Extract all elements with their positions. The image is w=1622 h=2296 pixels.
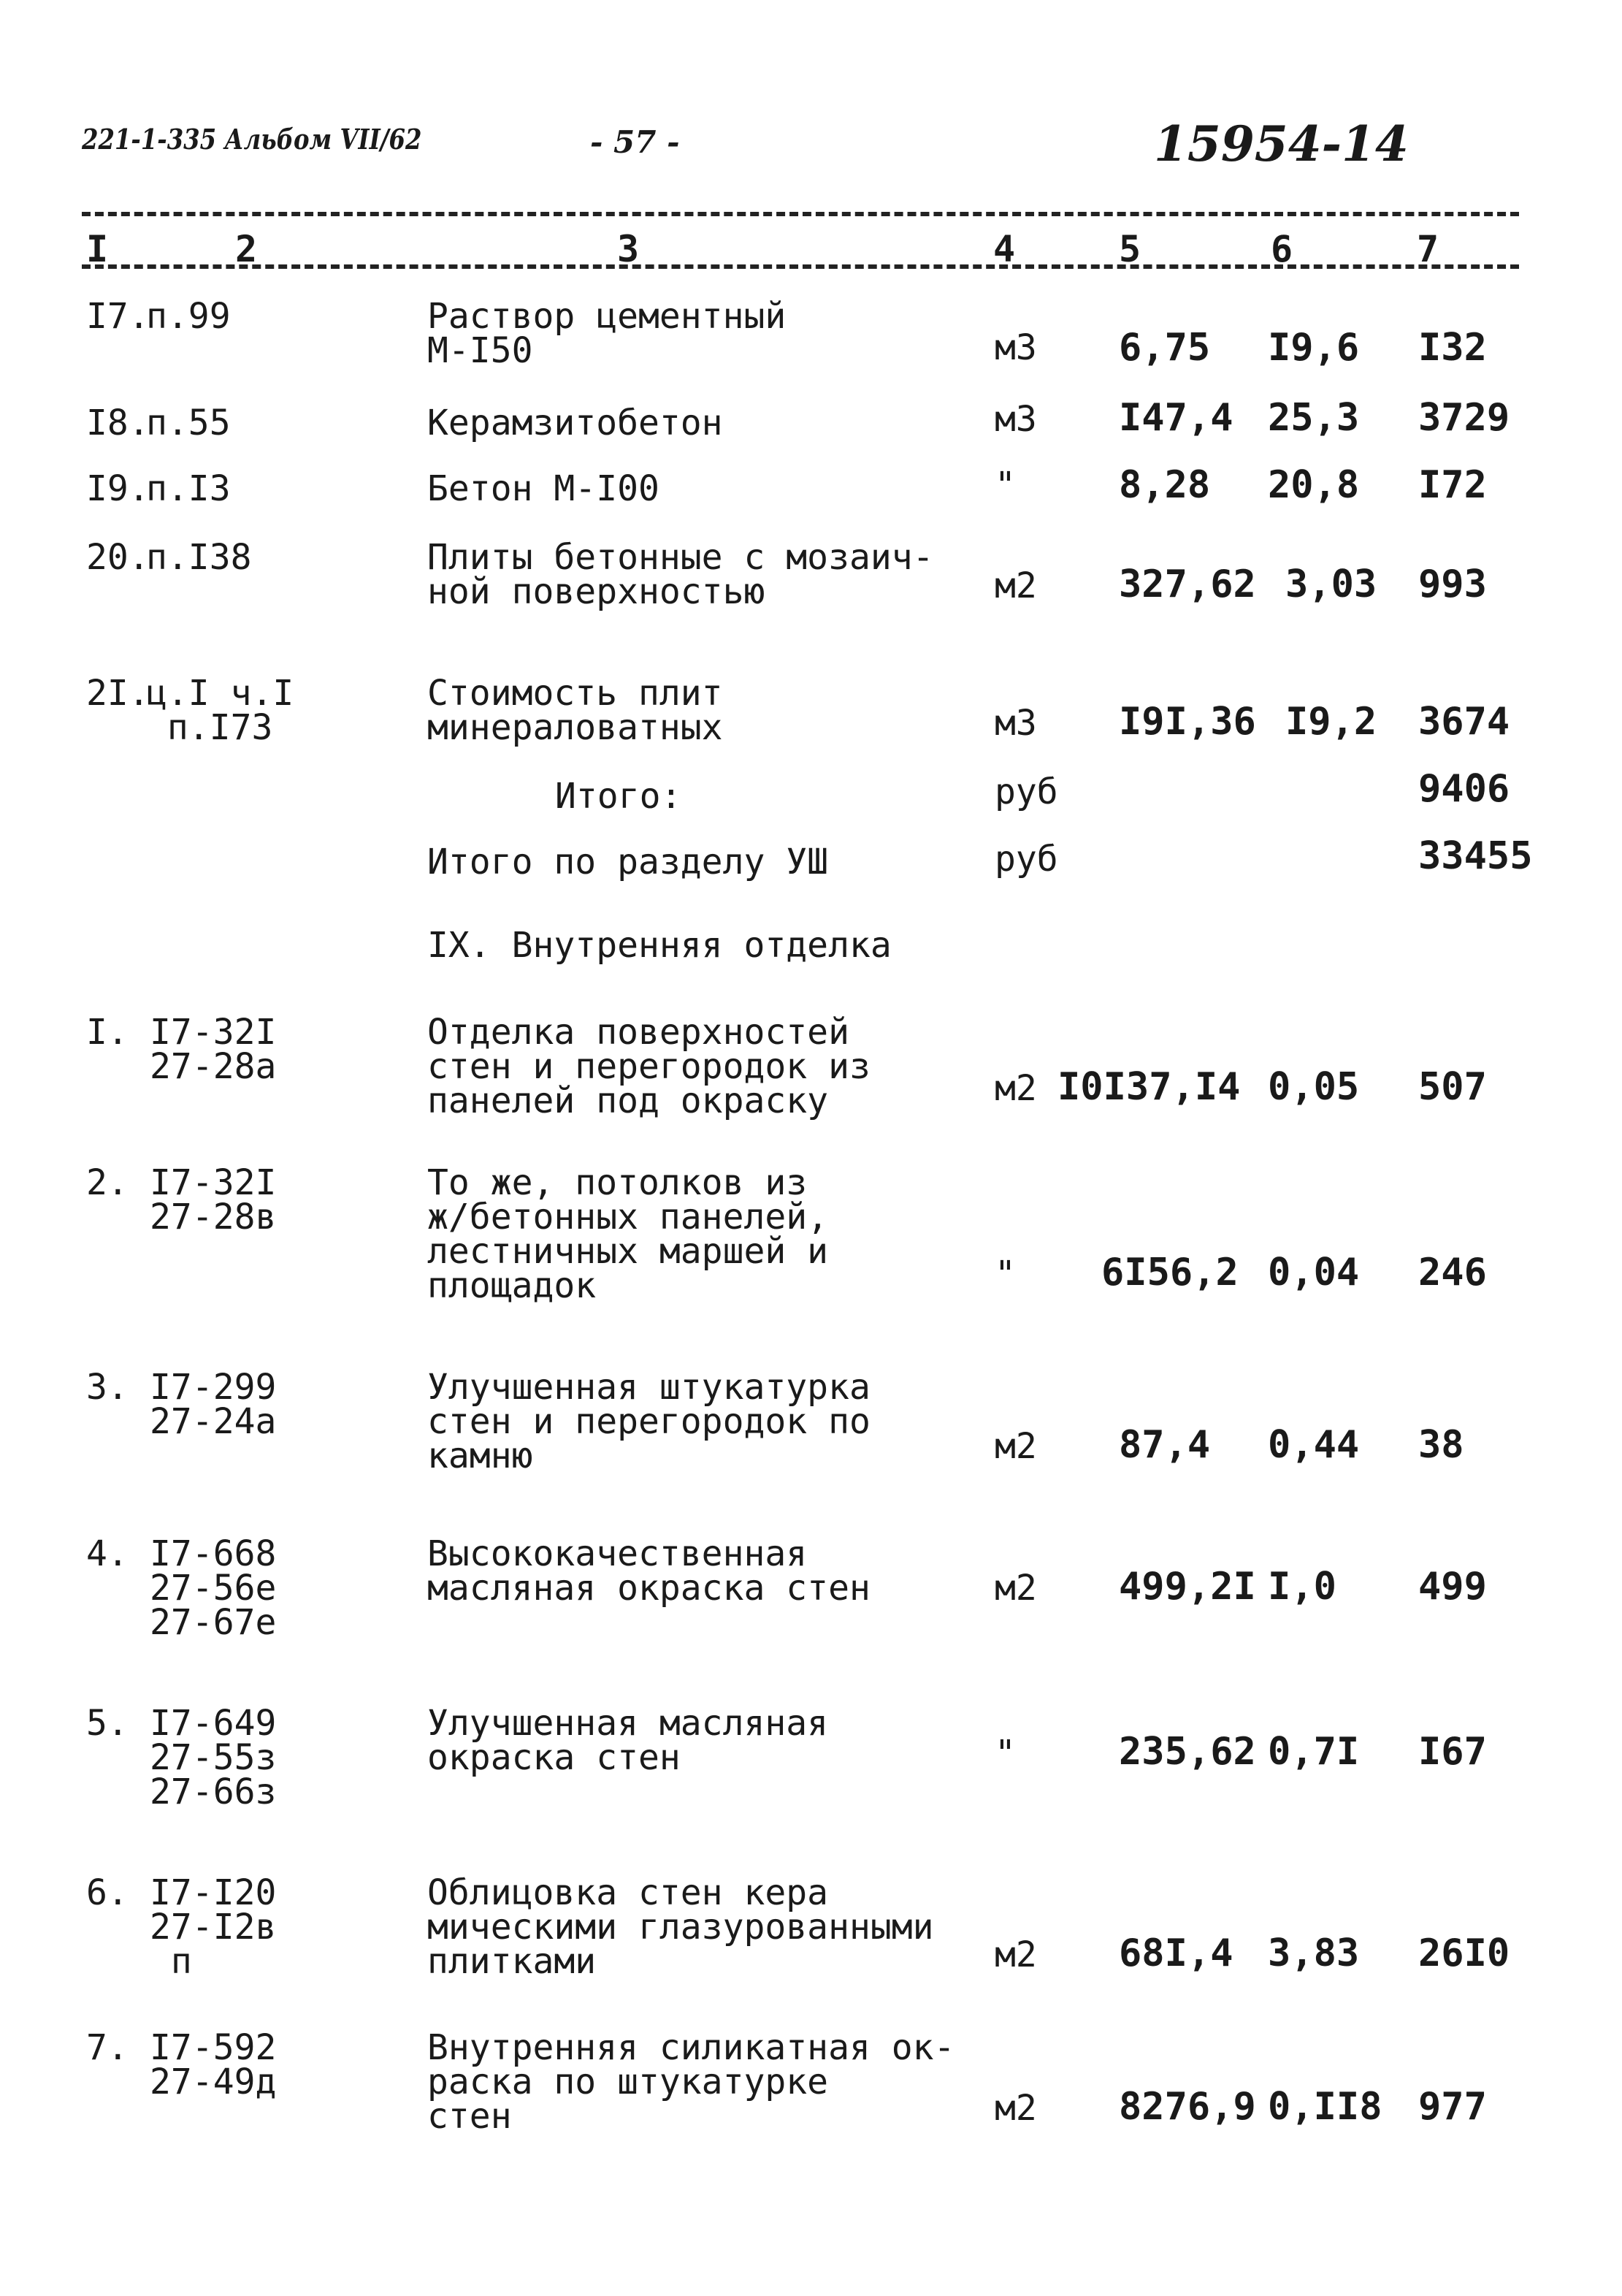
section-heading: IX. Внутренняя отделка <box>427 925 892 966</box>
item-number: 6. <box>86 1872 129 1913</box>
item-quantity: 327,62 <box>1119 562 1256 606</box>
section-total-label: Итого по разделу УШ <box>427 842 829 882</box>
page-number: - 57 - <box>590 124 680 160</box>
item-code: п.99 <box>146 296 231 337</box>
item-number: I7. <box>86 296 150 337</box>
item-unit: м2 <box>995 2088 1037 2129</box>
section-total-cost: 33455 <box>1418 834 1533 878</box>
item-description: То же, потолков из ж/бетонных панелей, лестничных маршей и площадок <box>427 1162 829 1306</box>
item-description: Стоимость плит минераловатных <box>427 673 723 748</box>
item-code: п.I38 <box>146 537 252 578</box>
item-cost: 246 <box>1418 1251 1487 1294</box>
item-code: I7-299 27-24а <box>150 1367 277 1442</box>
item-description: Керамзитобетон <box>427 403 723 443</box>
header-top-rule <box>82 212 1519 216</box>
item-cost: 38 <box>1418 1423 1464 1467</box>
item-number: I. <box>86 1012 129 1053</box>
subtotal-label: Итого: <box>555 776 682 817</box>
item-description: Плиты бетонные с мозаич- ной поверхностью <box>427 537 934 612</box>
column-header-6: 6 <box>1271 228 1293 270</box>
item-unit: " <box>995 465 1016 506</box>
item-unit-price: 20,8 <box>1268 463 1360 507</box>
item-unit: " <box>995 1254 1016 1294</box>
item-description: Отделка поверхностей стен и перегородок из панелей под окраску <box>427 1012 871 1121</box>
item-unit: м2 <box>995 1068 1037 1109</box>
item-cost: 977 <box>1418 2085 1487 2129</box>
item-quantity: I9I,36 <box>1119 700 1256 744</box>
item-number: I8. <box>86 403 150 443</box>
item-unit-price: I9,2 <box>1285 700 1377 744</box>
item-unit: м3 <box>995 703 1037 744</box>
item-cost: 3674 <box>1418 700 1510 744</box>
item-description: Внутренняя силикатная ок- раска по штукатурке стен <box>427 2027 955 2137</box>
column-header-2: 2 <box>235 228 258 270</box>
item-cost: 26I0 <box>1418 1931 1510 1975</box>
item-description: Раствор цементный М-I50 <box>427 296 787 371</box>
header-bottom-rule <box>82 264 1519 269</box>
item-code: I7-32I 27-28в <box>150 1162 277 1237</box>
item-cost: 507 <box>1418 1065 1487 1109</box>
document-reference: 221-1-335 Альбом VII/62 <box>82 123 422 156</box>
column-header-5: 5 <box>1119 228 1141 270</box>
item-number: 2I. <box>86 673 150 714</box>
item-cost: 3729 <box>1418 396 1510 440</box>
item-cost: I67 <box>1418 1730 1487 1774</box>
item-unit-price: 3,83 <box>1268 1931 1360 1975</box>
item-code: I7-592 27-49д <box>150 2027 277 2102</box>
item-code: п.55 <box>146 403 231 443</box>
item-unit: м2 <box>995 1934 1037 1975</box>
item-unit-price: 0,7I <box>1268 1730 1360 1774</box>
column-header-4: 4 <box>993 228 1016 270</box>
item-quantity: 8276,9 <box>1119 2085 1256 2129</box>
item-quantity: 87,4 <box>1119 1423 1211 1467</box>
item-description: Улучшенная масляная окраска стен <box>427 1703 829 1778</box>
item-cost: 499 <box>1418 1565 1487 1609</box>
item-unit: " <box>995 1733 1016 1774</box>
item-number: I9. <box>86 468 150 509</box>
section-total-unit: руб <box>995 839 1058 880</box>
subtotal-cost: 9406 <box>1418 767 1510 811</box>
item-code: п.I3 <box>146 468 231 509</box>
item-description: Высококачественная масляная окраска стен <box>427 1533 871 1609</box>
item-unit: м3 <box>995 327 1037 368</box>
item-number: 5. <box>86 1703 129 1744</box>
item-quantity: I47,4 <box>1119 396 1233 440</box>
item-unit-price: 0,II8 <box>1268 2085 1382 2129</box>
item-quantity: 6,75 <box>1119 326 1211 370</box>
item-number: 20. <box>86 537 150 578</box>
item-quantity: 499,2I <box>1119 1565 1256 1609</box>
item-code: I7-649 27-55з 27-66з <box>150 1703 277 1812</box>
item-unit: м2 <box>995 1426 1037 1467</box>
item-unit-price: 25,3 <box>1268 396 1360 440</box>
column-header-7: 7 <box>1417 228 1439 270</box>
item-quantity: 6I56,2 <box>1101 1251 1239 1294</box>
item-number: 3. <box>86 1367 129 1408</box>
item-unit: м3 <box>995 399 1037 440</box>
item-description: Бетон М-I00 <box>427 468 659 509</box>
item-number: 7. <box>86 2027 129 2068</box>
item-quantity: 8,28 <box>1119 463 1211 507</box>
item-quantity: 235,62 <box>1119 1730 1256 1774</box>
item-number: 2. <box>86 1162 129 1203</box>
item-unit-price: I,0 <box>1268 1565 1336 1609</box>
item-unit-price: 0,05 <box>1268 1065 1360 1109</box>
item-cost: I72 <box>1418 463 1487 507</box>
item-description: Улучшенная штукатурка стен и перегородок по камню <box>427 1367 871 1476</box>
item-code: ц.I ч.I п.I73 <box>146 673 294 748</box>
column-header-3: 3 <box>617 228 640 270</box>
item-quantity: 68I,4 <box>1119 1931 1233 1975</box>
item-unit-price: 3,03 <box>1285 562 1377 606</box>
item-cost: 993 <box>1418 562 1487 606</box>
item-unit: м2 <box>995 1568 1037 1609</box>
item-code: I7-I20 27-I2в п <box>150 1872 277 1982</box>
item-number: 4. <box>86 1533 129 1574</box>
item-cost: I32 <box>1418 326 1487 370</box>
item-code: I7-32I 27-28а <box>150 1012 277 1087</box>
item-description: Облицовка стен кера мическими глазурованными плитками <box>427 1872 934 1982</box>
item-unit: м2 <box>995 565 1037 606</box>
item-unit-price: 0,44 <box>1268 1423 1360 1467</box>
column-header-1: I <box>86 228 109 270</box>
document-stamp-number: 15954-14 <box>1154 115 1409 172</box>
subtotal-unit: руб <box>995 771 1058 812</box>
item-code: I7-668 27-56е 27-67е <box>150 1533 277 1643</box>
item-quantity: I0I37,I4 <box>1057 1065 1241 1109</box>
item-unit-price: I9,6 <box>1268 326 1360 370</box>
item-unit-price: 0,04 <box>1268 1251 1360 1294</box>
